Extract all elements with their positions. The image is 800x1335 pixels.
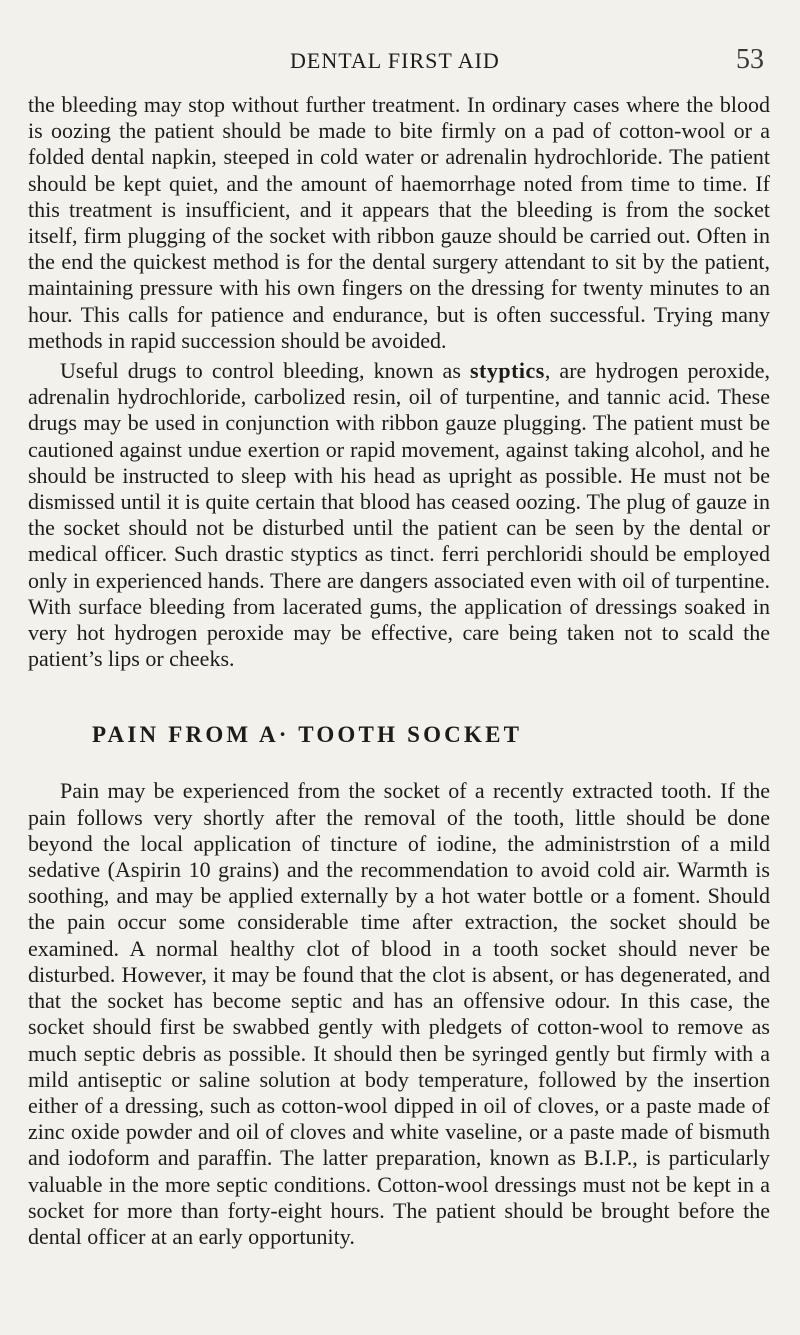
paragraph-bleeding-treatment: the bleeding may stop without further treatment. In ordinary cases where the blood is oozing the patient should be made to bite firmly on a pad of cotton-wool or a folded dental napkin, steeped in cold water or adrenalin hydrochloride. The patient should be kept quiet, and the amount of haemorrhage noted from time to time. If this treatment is insufficient, and it appears that the bleeding is from the socket itself, firm plugging of the socket with ribbon gauze should be carried out. Often in the end the quickest method is for the dental surgery attendant to sit by the patient, maintaining pressure with his own fingers on the dressing for twenty minutes to an hour. This calls for patience and endurance, but is often successful. Trying many methods in rapid succession should be avoided. — [28, 92, 770, 353]
running-title: DENTAL FIRST AID — [290, 48, 500, 73]
paragraph-styptics-body: , are hydrogen peroxide, adrenalin hydrochloride, carbolized resin, oil of turpentine, and tannic acid. These drugs may be used in conjunction with ribbon gauze plugging. The patient must be cautioned against undue exertion or rapid movement, against taking alcohol, and he should be instructed to sleep with his head as upright as possible. He must not be dismissed until it is quite certain that blood has ceased oozing. The plug of gauze in the socket should not be disturbed until the patient can be seen by the dental or medical officer. Such drastic styptics as tinct. ferri perchloridi should be employed only in experienced hands. There are dangers associated even with oil of turpentine. With surface bleeding from lacerated gums, the application of dressings soaked in very hot hydrogen peroxide may be effective, care being taken not to scald the patient’s lips or cheeks. — [28, 358, 770, 672]
section-heading: PAIN FROM A· TOOTH SOCKET — [92, 722, 523, 748]
paragraph-socket-pain: Pain may be experienced from the socket of a recently extracted tooth. If the pain follows very shortly after the removal of the tooth, little should be done beyond the local application of tincture of iodine, the administrstion of a mild sedative (Aspirin 10 grains) and the recommendation to avoid cold air. Warmth is soothing, and may be applied externally by a hot water bottle or a foment. Should the pain occur some considerable time after extraction, the socket should be examined. A normal healthy clot of blood in a tooth socket should never be disturbed. However, it may be found that the clot is absent, or has degenerated, and that the socket has become septic and has an offensive odour. In this case, the socket should first be swabbed gently with pledgets of cotton-wool to remove as much septic debris as possible. It should then be syringed gently but firmly with a mild antiseptic or saline solution at body temperature, followed by the insertion either of a dressing, such as cotton-wool dipped in oil of cloves, or a paste made of zinc oxide powder and oil of cloves and white vaseline, or a paste made of bismuth and iodoform and paraffin. The latter preparation, known as B.I.P., is particularly valuable in the more septic conditions. Cotton-wool dressings must not be kept in a socket for more than forty-eight hours. The patient should be brought before the dental officer at an early opportunity. — [28, 778, 770, 1249]
styptics-term: styptics — [469, 358, 545, 384]
paragraph-styptics — [28, 358, 770, 672]
running-head — [28, 42, 770, 86]
paragraph-styptics-lead: Useful drugs to control bleeding, known as — [60, 358, 470, 384]
page-number: 53 — [736, 44, 764, 75]
